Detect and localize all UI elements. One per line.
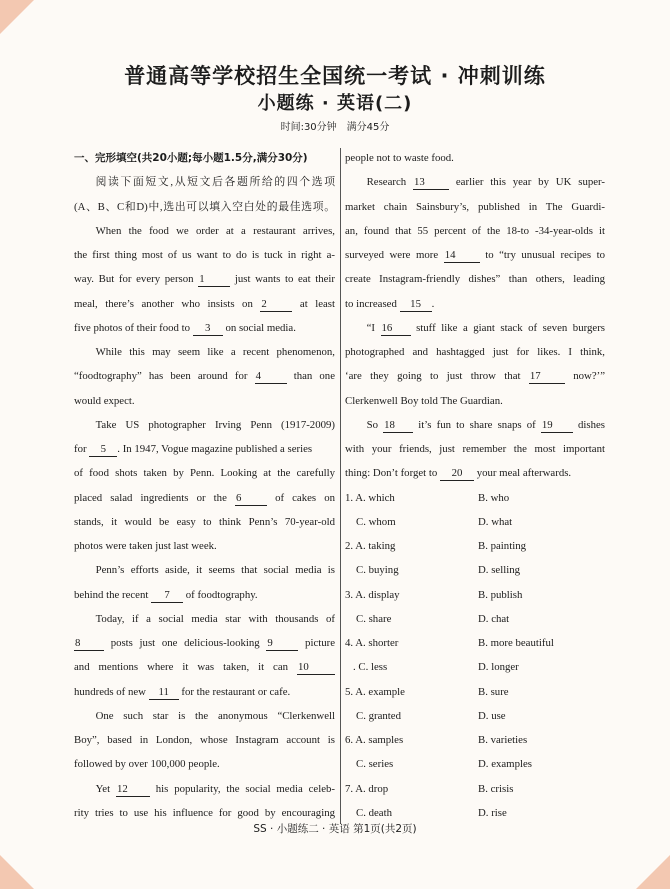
- passage-line: an, found that 55 percent of the 18-to -34-year-olds it: [345, 224, 605, 237]
- option-a[interactable]: 2. A. taking: [345, 540, 396, 552]
- column-divider: [340, 148, 341, 824]
- corner-decoration: [0, 0, 34, 34]
- option-a[interactable]: 6. A. samples: [345, 734, 404, 746]
- options-list: [345, 486, 605, 826]
- instruction-line: 阅读下面短文,从短文后各题所给的四个选项: [95, 176, 335, 189]
- blank-15[interactable]: 15: [400, 297, 432, 312]
- blank-1[interactable]: 1: [198, 272, 230, 287]
- passage-line: way. But for every person 1 just wants to eat their: [74, 273, 335, 286]
- option-b[interactable]: B. who: [478, 491, 510, 504]
- passage-line: photos were taken just last week.: [74, 540, 217, 552]
- passage-line: placed salad ingredients or the 6 of cakes on: [74, 491, 335, 504]
- option-a[interactable]: 5. A. example: [345, 685, 405, 698]
- blank-20[interactable]: 20: [440, 466, 474, 481]
- blank-14[interactable]: 14: [444, 248, 480, 263]
- passage-line: Yet 12 his popularity, the social media celeb-: [95, 782, 335, 795]
- passage-line: would expect.: [74, 394, 135, 407]
- option-d[interactable]: D. longer: [478, 661, 519, 674]
- option-d[interactable]: D. rise: [478, 806, 507, 819]
- passage-line: So 18 it’s fun to share snaps of 19 dishes: [366, 418, 605, 431]
- passage-line: to increased 15 .: [345, 297, 435, 310]
- passage-line: One such star is the anonymous “Clerkenwell: [95, 709, 335, 722]
- option-a[interactable]: 1. A. which: [345, 491, 395, 504]
- option-row: [345, 728, 605, 752]
- passage-line: “foodtography” has been around for 4 than one: [74, 370, 335, 383]
- page-footer: SS · 小题练二 · 英语 第1页(共2页): [253, 823, 417, 835]
- passage-line: Take US photographer Irving Penn (1917-2009): [95, 418, 335, 431]
- exam-meta: 时间:30分钟 满分45分: [280, 122, 390, 133]
- option-b[interactable]: B. painting: [478, 540, 526, 552]
- passage-line: the first thing most of us want to do is tuck in right a-: [74, 249, 335, 261]
- left-column: [74, 146, 335, 825]
- passage-line: ‘are they going to just throw that 17 now?’”: [345, 370, 605, 383]
- option-b[interactable]: B. varieties: [478, 734, 528, 746]
- blank-17[interactable]: 17: [529, 369, 565, 384]
- blank-2[interactable]: 2: [260, 297, 292, 312]
- passage-line: Research 13 earlier this year by UK super-: [366, 176, 605, 189]
- option-c[interactable]: C. series: [356, 758, 394, 771]
- passage-line: for 5 . In 1947, Vogue magazine published a series: [74, 443, 313, 455]
- passage-line: with your friends, just remember the most important: [345, 443, 605, 455]
- option-row: [345, 631, 605, 655]
- blank-9[interactable]: 9: [266, 636, 298, 651]
- passage-line: meal, there’s another who insists on 2 at least: [74, 297, 335, 310]
- passage-line: 8 posts just one delicious-looking 9 picture: [75, 637, 335, 649]
- option-row: [345, 583, 605, 607]
- blank-10[interactable]: 10: [297, 660, 335, 675]
- corner-decoration: [0, 855, 34, 889]
- passage-line: thing: Don’t forget to 20 your meal afterwards.: [345, 467, 572, 480]
- passage-line: behind the recent 7 of foodtography.: [74, 588, 258, 601]
- passage-line: Clerkenwell Boy told The Guardian.: [345, 394, 503, 407]
- blank-8[interactable]: 8: [74, 636, 104, 651]
- passage-line: rity tries to use his influence for good by encouraging: [74, 806, 335, 819]
- passage-line: people not to waste food.: [345, 152, 454, 164]
- option-row: [345, 607, 605, 631]
- corner-decoration: [636, 855, 670, 889]
- blank-7[interactable]: 7: [151, 588, 183, 603]
- option-d[interactable]: D. examples: [478, 758, 532, 771]
- passage-line: stands, it would be easy to think Penn’s 70-year-old: [74, 515, 335, 528]
- blank-3[interactable]: 3: [193, 321, 223, 336]
- blank-6[interactable]: 6: [235, 491, 267, 506]
- blank-12[interactable]: 12: [116, 782, 150, 797]
- page-subtitle: 小题练 · 英语(二): [257, 93, 413, 114]
- passage-line: Today, if a social media star with thousands of: [95, 612, 335, 625]
- option-row: [345, 534, 605, 558]
- passage-line: of food shots taken by Penn. Looking at the carefully: [74, 467, 335, 480]
- option-c[interactable]: C. buying: [356, 564, 399, 577]
- blank-4[interactable]: 4: [255, 369, 287, 384]
- passage-line: photographed and hashtagged just for likes. I think,: [345, 346, 605, 358]
- passage-line: Penn’s efforts aside, it seems that social media is: [95, 564, 335, 577]
- right-column: [345, 146, 605, 825]
- instruction-line: (A、B、C和D)中,选出可以填入空白处的最佳选项。: [74, 200, 335, 213]
- passage-line: hundreds of new 11 for the restaurant or cafe.: [74, 685, 291, 698]
- passage-line: create Instagram-friendly dishes” than others, leading: [345, 273, 605, 286]
- passage-line: When the food we order at a restaurant arrives,: [95, 224, 335, 237]
- passage-line: followed by over 100,000 people.: [74, 758, 220, 771]
- option-row: [345, 704, 605, 728]
- option-c[interactable]: C. granted: [356, 709, 401, 722]
- page-title: 普通高等学校招生全国统一考试 · 冲刺训练: [124, 64, 546, 88]
- blank-19[interactable]: 19: [541, 418, 573, 433]
- blank-11[interactable]: 11: [149, 685, 179, 700]
- passage-line: Boy”, based in London, whose Instagram account is: [74, 734, 335, 746]
- option-c[interactable]: C. whom: [356, 515, 396, 528]
- option-c[interactable]: C. death: [356, 806, 392, 819]
- option-row: [345, 752, 605, 776]
- blank-18[interactable]: 18: [383, 418, 413, 433]
- passage-line: five photos of their food to 3 on social media.: [74, 321, 296, 334]
- option-row: [345, 680, 605, 704]
- option-row: [345, 510, 605, 534]
- option-row: [345, 777, 605, 801]
- option-a[interactable]: 7. A. drop: [345, 782, 389, 795]
- option-c[interactable]: C. share: [356, 612, 392, 625]
- section-heading: 一、完形填空(共20小题;每小题1.5分,满分30分): [74, 152, 308, 164]
- passage-line: market chain Sainsbury’s, published in The Guardi-: [345, 200, 605, 213]
- passage-line: “I 16 stuff like a giant stack of seven burgers: [366, 321, 605, 334]
- option-d[interactable]: D. chat: [478, 612, 510, 625]
- option-a[interactable]: 3. A. display: [345, 588, 400, 601]
- passage-line: and mentions where it was taken, it can 10: [74, 655, 335, 679]
- option-b[interactable]: B. publish: [478, 588, 523, 601]
- blank-5[interactable]: 5: [89, 442, 117, 457]
- option-b[interactable]: B. more beautiful: [478, 637, 554, 649]
- blank-16[interactable]: 16: [381, 321, 411, 336]
- option-row: [345, 486, 605, 510]
- option-d[interactable]: D. selling: [478, 564, 520, 577]
- option-d[interactable]: D. use: [478, 709, 506, 722]
- option-a[interactable]: 4. A. shorter: [345, 637, 399, 649]
- passage-line: surveyed were more 14 to “try unusual recipes to: [345, 249, 605, 261]
- option-b[interactable]: B. sure: [478, 685, 509, 698]
- option-b[interactable]: B. crisis: [478, 782, 514, 795]
- option-d[interactable]: D. what: [478, 515, 513, 528]
- blank-13[interactable]: 13: [413, 175, 449, 190]
- passage-line: While this may seem like a recent phenomenon,: [95, 346, 335, 358]
- option-row: [345, 558, 605, 582]
- option-c[interactable]: . C. less: [353, 661, 388, 674]
- option-row: [345, 655, 605, 679]
